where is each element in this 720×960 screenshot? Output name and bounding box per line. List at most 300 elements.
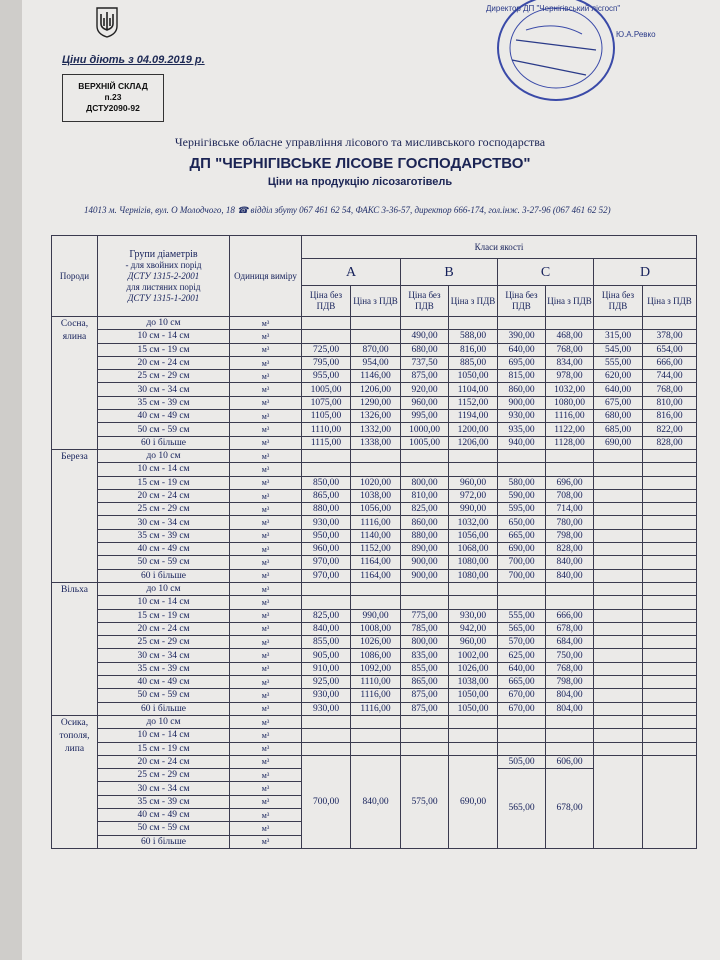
price-cell (498, 742, 546, 755)
price-cell: 1020,00 (351, 476, 401, 489)
price-cell: 828,00 (546, 543, 594, 556)
contact-address: 14013 м. Чернігів, вул. О Молодчого, 18 ☎ відділ збуту 067 461 62 54, ФАКС 3-36-57, директор 666-174, гол.інж. 3-27-96 (067 461 62 52) (84, 205, 611, 215)
price-cell (351, 596, 401, 609)
table-row (52, 463, 697, 476)
price-cell (351, 582, 401, 595)
price-cell: 816,00 (449, 343, 498, 356)
price-cell: 910,00 (302, 662, 351, 675)
price-cell (302, 582, 351, 595)
price-cell (643, 463, 697, 476)
price-cell (449, 317, 498, 330)
header-diameter-groups: Групи діаметрів - для хвойних порід ДСТУ 1315-2-2001 для листяних порід ДСТУ 1315-1-2001 (98, 236, 230, 317)
price-cell (302, 596, 351, 609)
unit-cell: м³ (230, 396, 302, 409)
class-b: B (401, 259, 498, 286)
price-cell: 768,00 (546, 343, 594, 356)
class-d: D (594, 259, 697, 286)
price-cell: 1038,00 (351, 489, 401, 502)
diameter-cell: 15 см - 19 см (98, 742, 230, 755)
table-row (52, 729, 697, 742)
diameter-cell: до 10 см (98, 582, 230, 595)
price-cell: 995,00 (401, 410, 449, 423)
price-cell: 834,00 (546, 356, 594, 369)
price-cell (643, 556, 697, 569)
price-cell (594, 543, 643, 556)
table-row (52, 582, 697, 595)
price-cell (351, 742, 401, 755)
price-cell (594, 649, 643, 662)
price-cell (401, 449, 449, 462)
header-price-no-vat: Ціна без ПДВ (498, 286, 546, 317)
price-cell: 1200,00 (449, 423, 498, 436)
table-row (52, 476, 697, 489)
price-cell: 1050,00 (449, 370, 498, 383)
price-cell (594, 582, 643, 595)
price-cell (643, 543, 697, 556)
organization-name: ДП "ЧЕРНІГІВСЬКЕ ЛІСОВЕ ГОСПОДАРСТВО" (189, 155, 531, 172)
price-cell: 930,00 (498, 410, 546, 423)
price-cell (401, 582, 449, 595)
price-cell: 1075,00 (302, 396, 351, 409)
price-cell: 680,00 (401, 343, 449, 356)
price-cell: 930,00 (449, 609, 498, 622)
diameter-cell: 25 см - 29 см (98, 769, 230, 782)
price-cell: 744,00 (643, 370, 697, 383)
price-cell: 654,00 (643, 343, 697, 356)
price-cell: 1110,00 (302, 423, 351, 436)
unit-cell: м³ (230, 503, 302, 516)
diameter-cell: 60 і більше (98, 702, 230, 715)
unit-cell: м³ (230, 835, 302, 848)
price-cell: 860,00 (498, 383, 546, 396)
price-cell: 815,00 (498, 370, 546, 383)
table-row (52, 503, 697, 516)
price-cell (594, 516, 643, 529)
table-row (52, 410, 697, 423)
price-cell: 737,50 (401, 356, 449, 369)
price-cell (643, 529, 697, 542)
diameter-cell: 20 см - 24 см (98, 755, 230, 768)
price-cell: 675,00 (594, 396, 643, 409)
price-cell (643, 569, 697, 582)
price-cell: 1116,00 (546, 410, 594, 423)
price-cell (594, 636, 643, 649)
price-cell: 935,00 (498, 423, 546, 436)
table-row (52, 436, 697, 449)
price-cell: 768,00 (546, 662, 594, 675)
price-cell (302, 729, 351, 742)
price-cell: 865,00 (302, 489, 351, 502)
price-cell (546, 317, 594, 330)
price-cell: 825,00 (302, 609, 351, 622)
trident-emblem-icon (94, 6, 120, 38)
unit-cell: м³ (230, 356, 302, 369)
price-cell (594, 489, 643, 502)
price-cell (302, 330, 351, 343)
warehouse-stamp (62, 74, 164, 122)
price-cell: 1068,00 (449, 543, 498, 556)
price-cell: 950,00 (302, 529, 351, 542)
price-cell: 625,00 (498, 649, 546, 662)
species-cell: Вільха (52, 582, 98, 715)
price-cell (594, 715, 643, 728)
price-cell: 900,00 (401, 569, 449, 582)
price-cell (449, 596, 498, 609)
price-cell (643, 742, 697, 755)
price-cell: 970,00 (302, 556, 351, 569)
director-name: Ю.А.Ревко (616, 30, 656, 39)
price-cell: 1026,00 (351, 636, 401, 649)
diameter-cell: 50 см - 59 см (98, 423, 230, 436)
price-cell (401, 715, 449, 728)
price-cell (594, 729, 643, 742)
price-cell: 678,00 (546, 769, 594, 849)
price-cell: 1116,00 (351, 702, 401, 715)
stamp-line-1: ВЕРХНІЙ СКЛАД (78, 81, 148, 91)
unit-cell: м³ (230, 556, 302, 569)
diameter-cell: 40 см - 49 см (98, 808, 230, 821)
price-cell (594, 503, 643, 516)
price-cell: 870,00 (351, 343, 401, 356)
price-cell: 1164,00 (351, 569, 401, 582)
price-cell: 1002,00 (449, 649, 498, 662)
price-cell: 606,00 (546, 755, 594, 768)
price-cell: 1086,00 (351, 649, 401, 662)
price-table (51, 235, 697, 849)
price-cell: 390,00 (498, 330, 546, 343)
price-cell: 785,00 (401, 622, 449, 635)
price-cell: 665,00 (498, 529, 546, 542)
diameter-cell: 50 см - 59 см (98, 689, 230, 702)
price-cell (546, 463, 594, 476)
price-cell: 696,00 (546, 476, 594, 489)
unit-cell: м³ (230, 715, 302, 728)
stamp-line-2: п.23 (104, 92, 122, 102)
price-cell: 1104,00 (449, 383, 498, 396)
price-cell: 505,00 (498, 755, 546, 768)
diameter-cell: 50 см - 59 см (98, 556, 230, 569)
price-cell: 725,00 (302, 343, 351, 356)
table-row (52, 676, 697, 689)
price-cell: 1050,00 (449, 702, 498, 715)
price-cell: 800,00 (401, 476, 449, 489)
price-cell (643, 689, 697, 702)
unit-cell: м³ (230, 808, 302, 821)
unit-cell: м³ (230, 582, 302, 595)
price-cell (546, 449, 594, 462)
price-cell: 972,00 (449, 489, 498, 502)
price-cell: 1005,00 (302, 383, 351, 396)
unit-cell: м³ (230, 383, 302, 396)
price-cell (643, 609, 697, 622)
price-cell: 1152,00 (351, 543, 401, 556)
price-cell: 840,00 (546, 556, 594, 569)
price-cell: 650,00 (498, 516, 546, 529)
table-row (52, 622, 697, 635)
price-cell: 700,00 (302, 755, 351, 848)
price-cell: 960,00 (302, 543, 351, 556)
price-cell: 828,00 (643, 436, 697, 449)
price-cell: 1332,00 (351, 423, 401, 436)
price-cell: 1164,00 (351, 556, 401, 569)
price-cell: 955,00 (302, 370, 351, 383)
price-cell: 942,00 (449, 622, 498, 635)
diameter-cell: 40 см - 49 см (98, 410, 230, 423)
diameter-cell: 40 см - 49 см (98, 676, 230, 689)
price-cell: 800,00 (401, 636, 449, 649)
document-subtitle: Ціни на продукцію лісозаготівель (267, 176, 453, 188)
price-cell: 780,00 (546, 516, 594, 529)
price-cell (594, 676, 643, 689)
price-cell (546, 715, 594, 728)
diameter-cell: 10 см - 14 см (98, 596, 230, 609)
price-cell: 768,00 (643, 383, 697, 396)
price-cell: 595,00 (498, 503, 546, 516)
price-cell: 840,00 (351, 755, 401, 848)
price-cell: 1056,00 (351, 503, 401, 516)
price-cell: 920,00 (401, 383, 449, 396)
species-cell: Береза (52, 449, 98, 582)
unit-cell: м³ (230, 569, 302, 582)
table-row (52, 649, 697, 662)
diameter-cell: 15 см - 19 см (98, 343, 230, 356)
price-cell: 695,00 (498, 356, 546, 369)
price-cell (498, 463, 546, 476)
diameter-cell: 10 см - 14 см (98, 463, 230, 476)
unit-cell: м³ (230, 476, 302, 489)
price-cell: 468,00 (546, 330, 594, 343)
diameter-cell: 35 см - 39 см (98, 662, 230, 675)
price-cell: 1116,00 (351, 689, 401, 702)
price-cell: 1000,00 (401, 423, 449, 436)
price-cell: 1008,00 (351, 622, 401, 635)
diameter-cell: 20 см - 24 см (98, 622, 230, 635)
table-row (52, 715, 697, 728)
price-cell: 580,00 (498, 476, 546, 489)
price-cell (351, 449, 401, 462)
price-cell (449, 582, 498, 595)
price-cell (498, 582, 546, 595)
diameter-cell: 30 см - 34 см (98, 516, 230, 529)
price-cell: 930,00 (302, 516, 351, 529)
price-cell: 575,00 (401, 755, 449, 848)
table-row (52, 662, 697, 675)
diameter-cell: 60 і більше (98, 569, 230, 582)
price-cell: 1206,00 (449, 436, 498, 449)
diameter-cell: 20 см - 24 см (98, 489, 230, 502)
price-cell (594, 702, 643, 715)
price-cell (351, 729, 401, 742)
price-cell (594, 622, 643, 635)
price-cell: 1194,00 (449, 410, 498, 423)
price-cell: 880,00 (302, 503, 351, 516)
price-cell: 640,00 (498, 343, 546, 356)
parent-organization: Чернігівське обласне управління лісового та мисливського господарства (174, 135, 546, 149)
price-cell (449, 715, 498, 728)
price-cell (594, 476, 643, 489)
table-row (52, 556, 697, 569)
unit-cell: м³ (230, 662, 302, 675)
price-cell: 670,00 (498, 702, 546, 715)
unit-cell: м³ (230, 622, 302, 635)
price-cell (401, 742, 449, 755)
price-cell (498, 596, 546, 609)
table-row (52, 489, 697, 502)
price-cell: 1338,00 (351, 436, 401, 449)
price-cell (594, 317, 643, 330)
price-cell: 690,00 (594, 436, 643, 449)
table-row (52, 543, 697, 556)
price-cell: 1056,00 (449, 529, 498, 542)
price-cell (594, 556, 643, 569)
price-cell: 822,00 (643, 423, 697, 436)
price-cell: 850,00 (302, 476, 351, 489)
price-cell: 1128,00 (546, 436, 594, 449)
table-row (52, 689, 697, 702)
unit-cell: м³ (230, 370, 302, 383)
price-cell (643, 755, 697, 848)
price-cell: 825,00 (401, 503, 449, 516)
price-cell: 378,00 (643, 330, 697, 343)
price-cell (498, 729, 546, 742)
table-row (52, 702, 697, 715)
price-cell: 890,00 (401, 543, 449, 556)
price-cell: 640,00 (594, 383, 643, 396)
species-cell: Сосна, ялина (52, 317, 98, 450)
header-price-with-vat: Ціна з ПДВ (449, 286, 498, 317)
price-cell (351, 715, 401, 728)
price-cell: 925,00 (302, 676, 351, 689)
price-cell (643, 702, 697, 715)
price-cell: 1032,00 (449, 516, 498, 529)
price-cell: 640,00 (498, 662, 546, 675)
unit-cell: м³ (230, 449, 302, 462)
price-cell: 816,00 (643, 410, 697, 423)
price-cell: 1110,00 (351, 676, 401, 689)
price-cell: 795,00 (302, 356, 351, 369)
unit-cell: м³ (230, 463, 302, 476)
price-cell (498, 317, 546, 330)
price-cell: 840,00 (546, 569, 594, 582)
price-cell: 555,00 (498, 609, 546, 622)
price-cell (546, 582, 594, 595)
header-unit: Одиниця виміру (230, 236, 302, 317)
table-row (52, 317, 697, 330)
price-cell (643, 622, 697, 635)
price-cell (594, 529, 643, 542)
price-cell: 810,00 (643, 396, 697, 409)
price-cell: 960,00 (449, 636, 498, 649)
unit-cell: м³ (230, 489, 302, 502)
diameter-cell: до 10 см (98, 317, 230, 330)
price-cell: 708,00 (546, 489, 594, 502)
price-cell (643, 729, 697, 742)
table-row (52, 356, 697, 369)
price-cell: 1206,00 (351, 383, 401, 396)
price-cell (401, 317, 449, 330)
diameter-cell: 10 см - 14 см (98, 729, 230, 742)
price-cell (643, 596, 697, 609)
price-cell: 885,00 (449, 356, 498, 369)
price-cell (594, 449, 643, 462)
round-seal (486, 0, 626, 110)
diameter-cell: 60 і більше (98, 436, 230, 449)
price-cell: 1290,00 (351, 396, 401, 409)
price-cell (643, 449, 697, 462)
price-cell: 900,00 (401, 556, 449, 569)
price-cell: 930,00 (302, 702, 351, 715)
table-row (52, 330, 697, 343)
unit-cell: м³ (230, 795, 302, 808)
price-cell: 690,00 (449, 755, 498, 848)
header-quality-classes: Класи якості (302, 236, 697, 259)
diameter-cell: 35 см - 39 см (98, 795, 230, 808)
price-cell: 1050,00 (449, 689, 498, 702)
unit-cell: м³ (230, 742, 302, 755)
price-cell: 804,00 (546, 689, 594, 702)
price-cell: 315,00 (594, 330, 643, 343)
diameter-cell: 10 см - 14 см (98, 330, 230, 343)
unit-cell: м³ (230, 755, 302, 768)
header-price-no-vat: Ціна без ПДВ (302, 286, 351, 317)
price-cell: 1080,00 (546, 396, 594, 409)
price-cell: 880,00 (401, 529, 449, 542)
price-cell: 665,00 (498, 676, 546, 689)
diameter-cell: 50 см - 59 см (98, 822, 230, 835)
price-cell: 905,00 (302, 649, 351, 662)
class-a: A (302, 259, 401, 286)
table-row (52, 755, 697, 768)
class-c: C (498, 259, 594, 286)
price-cell: 804,00 (546, 702, 594, 715)
stamp-line-3: ДСТУ2090-92 (86, 103, 140, 113)
price-cell: 1122,00 (546, 423, 594, 436)
price-cell: 685,00 (594, 423, 643, 436)
header-price-with-vat: Ціна з ПДВ (643, 286, 697, 317)
price-cell (449, 742, 498, 755)
unit-cell: м³ (230, 330, 302, 343)
price-cell: 798,00 (546, 529, 594, 542)
price-cell (449, 463, 498, 476)
diameter-cell: до 10 см (98, 449, 230, 462)
price-cell: 565,00 (498, 622, 546, 635)
unit-cell: м³ (230, 729, 302, 742)
price-cell (643, 516, 697, 529)
unit-cell: м³ (230, 676, 302, 689)
price-cell (643, 489, 697, 502)
price-cell: 545,00 (594, 343, 643, 356)
price-cell: 1326,00 (351, 410, 401, 423)
unit-cell: м³ (230, 702, 302, 715)
price-cell (643, 317, 697, 330)
unit-cell: м³ (230, 543, 302, 556)
price-cell: 940,00 (498, 436, 546, 449)
price-cell (594, 662, 643, 675)
header-price-with-vat: Ціна з ПДВ (546, 286, 594, 317)
price-cell: 1152,00 (449, 396, 498, 409)
price-cell: 1080,00 (449, 569, 498, 582)
price-cell (594, 689, 643, 702)
price-cell: 700,00 (498, 556, 546, 569)
price-cell: 840,00 (302, 622, 351, 635)
price-cell: 555,00 (594, 356, 643, 369)
price-cell (643, 649, 697, 662)
price-cell (302, 715, 351, 728)
diameter-cell: 25 см - 29 см (98, 503, 230, 516)
price-cell: 750,00 (546, 649, 594, 662)
price-cell (546, 596, 594, 609)
price-cell (351, 330, 401, 343)
